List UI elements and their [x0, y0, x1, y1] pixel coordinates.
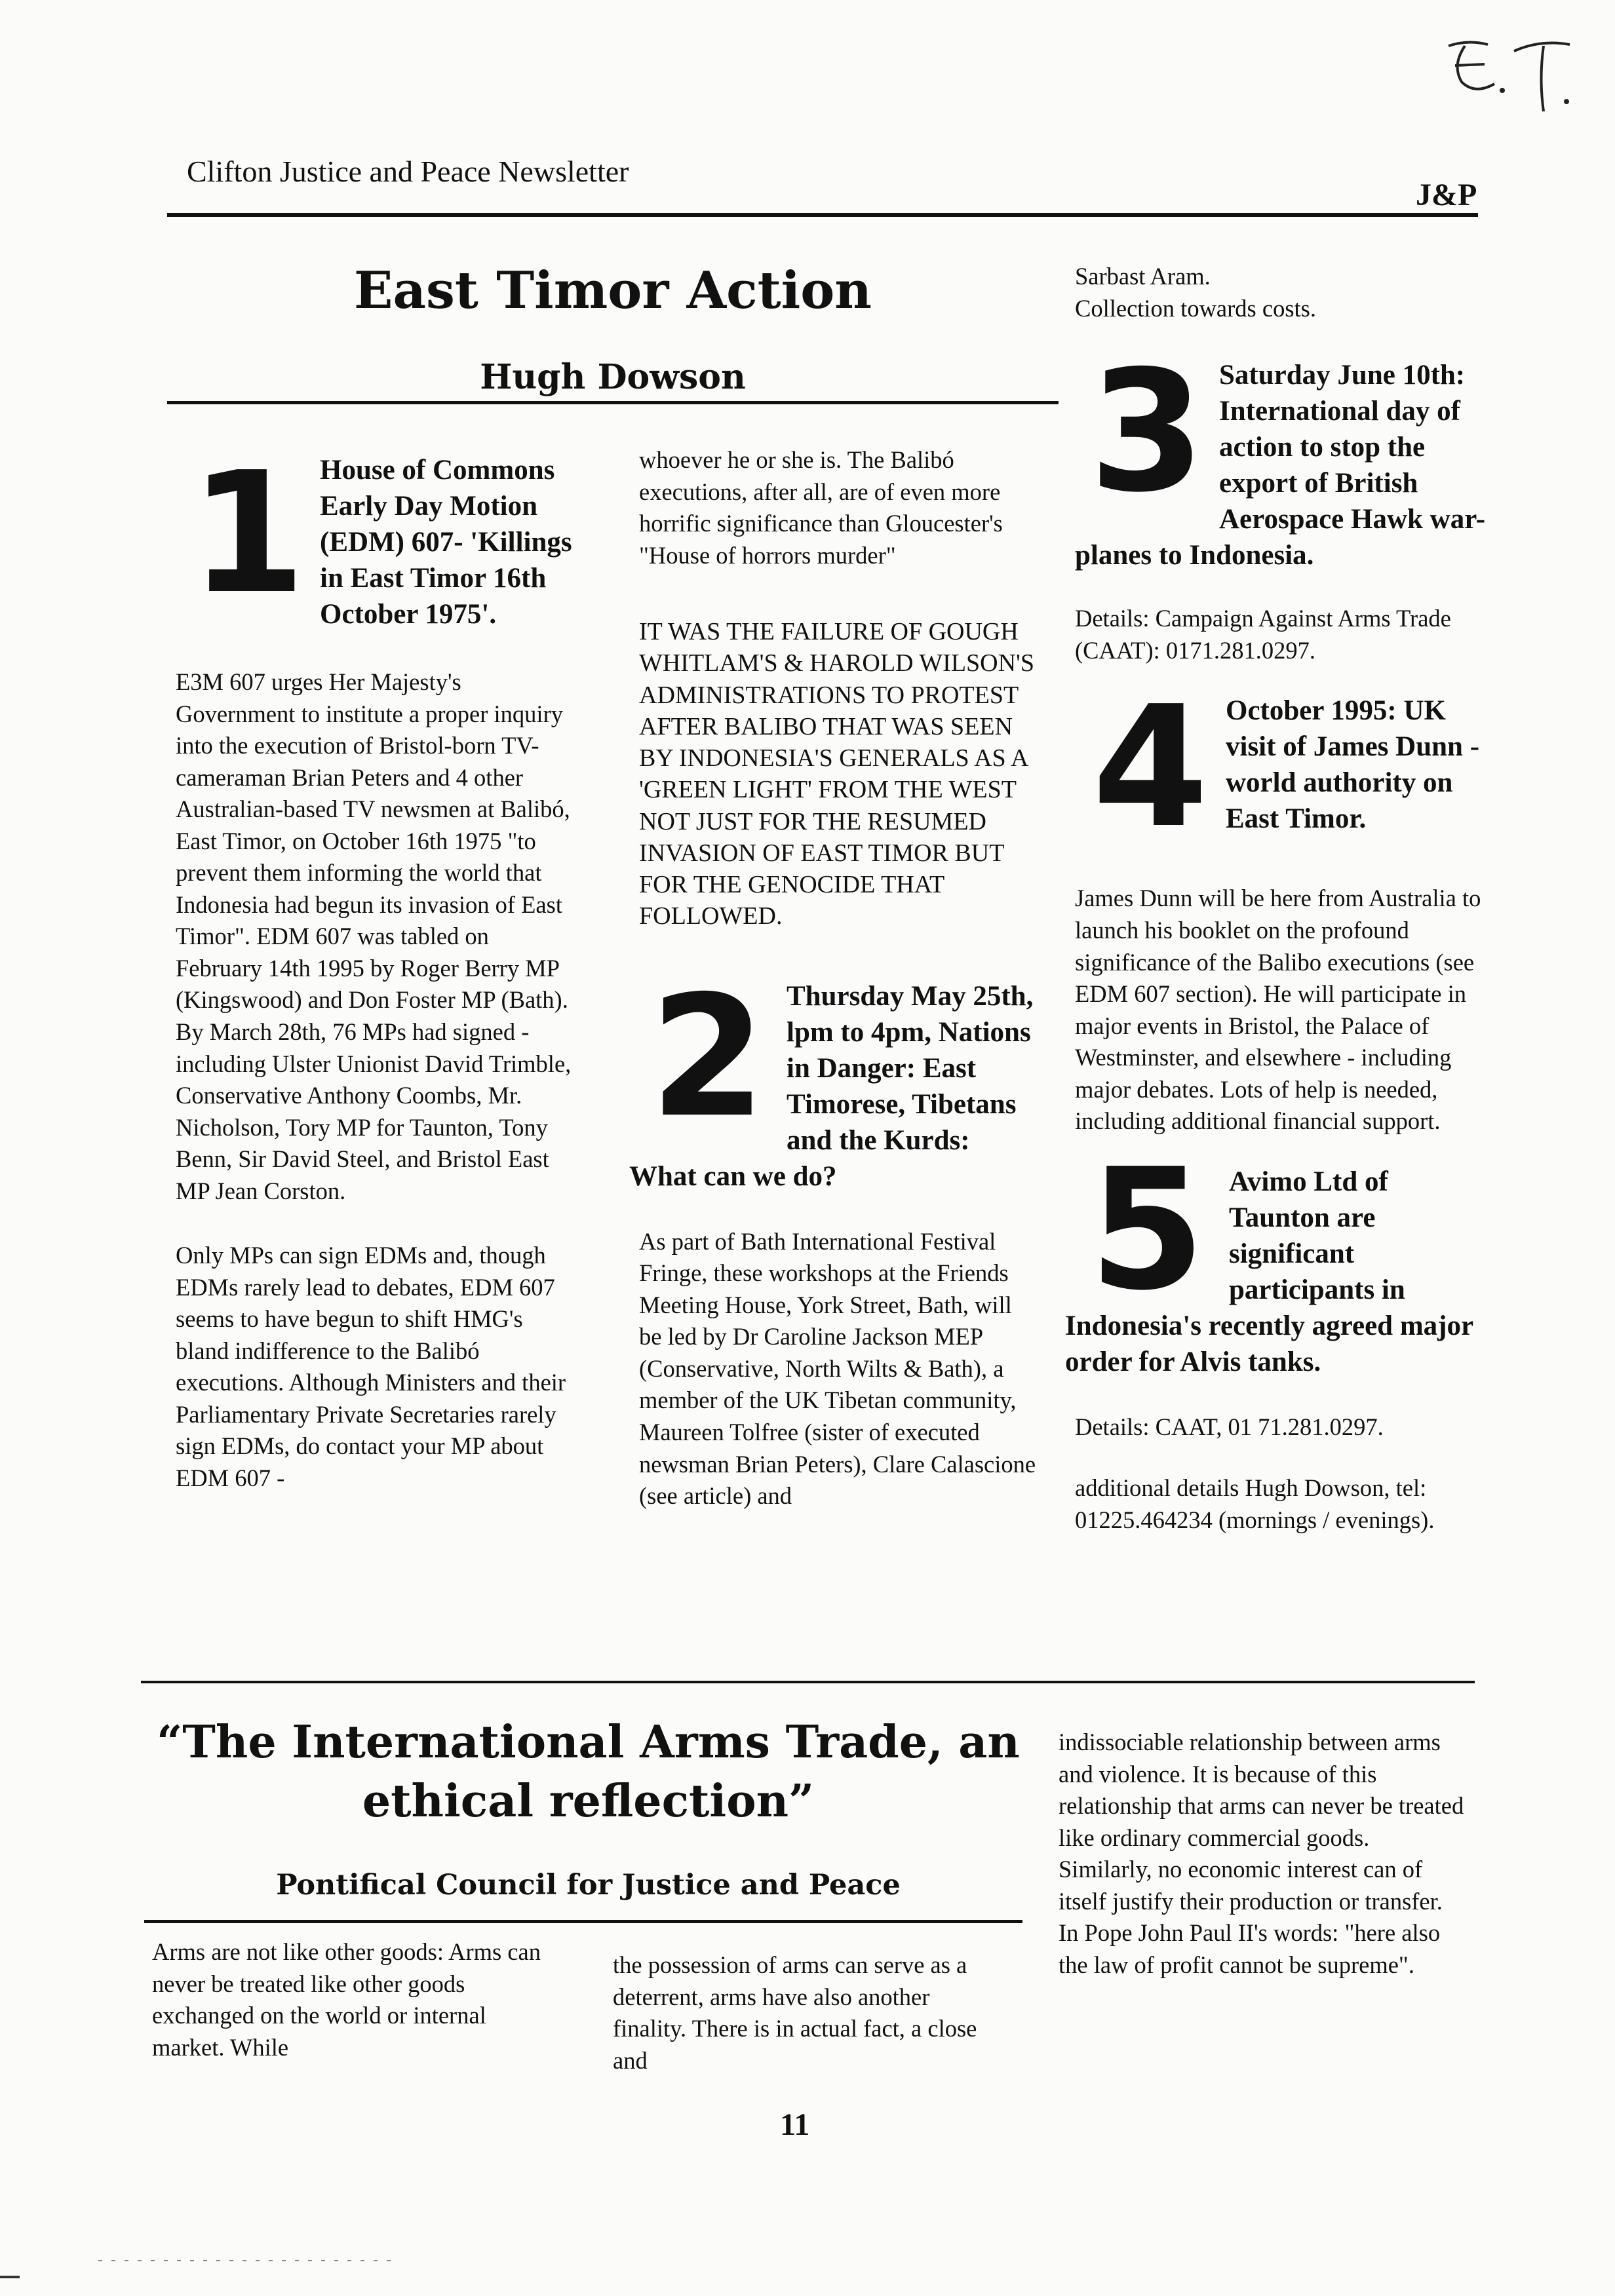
- item-1-heading-block: [176, 436, 579, 632]
- page-number: 11: [780, 2107, 810, 2142]
- article-author: Hugh Dowson: [480, 357, 746, 397]
- section-rule: [141, 1681, 1475, 1683]
- article-2-title: “The International Arms Trade, an ethical reflection”: [157, 1716, 1020, 1827]
- item-4-heading: October 1995: UK visit of James Dunn - world authority on East Timor.: [1226, 695, 1480, 835]
- article-2-column-2: the possession of arms can serve as a deterrent, arms have also another finality. There is in actual fact, a close and: [613, 1951, 977, 2074]
- item-4-number: 4: [1092, 670, 1209, 866]
- item-1-caps-statement: IT WAS THE FAILURE OF GOUGH WHITLAM'S & HAROLD WILSON'S ADMINISTRATIONS TO PROTEST AFTER BALIBO THAT WAS SEEN BY INDONESIA'S GENERALS AS A 'GREEN LIGHT' FROM THE WEST NOT JUST FOR THE RESUMED INVASION OF EAST TIMOR BUT FOR THE GENOCIDE THAT FOLLOWED.: [639, 618, 1035, 930]
- item-1-paragraph-3: whoever he or she is. The Balibó executions, after all, are of even more horrific significance than Gloucester's "House of horrors murder": [639, 446, 1003, 569]
- item-2-continued: Sarbast Aram. Collection towards costs.: [1075, 263, 1316, 322]
- item-5-heading-block: [1065, 1132, 1494, 1380]
- newsletter-logo: J&P: [1416, 178, 1477, 212]
- item-3-heading: Saturday June 10th: International day of action to stop the export of British Aerospace Hawk war-planes to Indonesia.: [1075, 360, 1486, 571]
- scan-artifact: [0, 2254, 406, 2280]
- article-title: East Timor Action: [354, 261, 872, 320]
- item-3-body: Details: Campaign Against Arms Trade (CAAT): 0171.281.0297.: [1075, 605, 1451, 664]
- item-5-body: Details: CAAT, 01 71.281.0297.: [1075, 1413, 1384, 1440]
- item-3-number: 3: [1089, 335, 1205, 530]
- item-5-number: 5: [1089, 1132, 1205, 1328]
- item-1-paragraph-2: Only MPs can sign EDMs and, though EDMs rarely lead to debates, EDM 607 seems to have begun to shift HMG's bland indifference to the Balibó executions. Although Ministers and their Parliamentary Private Secretaries rarely sign EDMs, do contact your MP about EDM 607 -: [176, 1242, 566, 1491]
- item-5-heading: Avimo Ltd of Taunton are significant participants in Indonesia's recently agreed major order for Alvis tanks.: [1065, 1166, 1473, 1377]
- column-2: [629, 444, 1039, 1545]
- column-3: [1065, 261, 1494, 1569]
- item-2-heading: Thursday May 25th, lpm to 4pm, Nations in Danger: East Timorese, Tibetans and the Kurds: What can we do?: [629, 980, 1034, 1192]
- article-2-author: Pontifical Council for Justice and Peace: [276, 1869, 901, 1902]
- article-2-column-3: indissociable relationship between arms and violence. It is because of this relationship that arms can never be treated like ordinary commercial goods. Similarly, no economic interest can of itself justify their production or transfer. In Pope John Paul II's words: "here also the law of profit cannot be supreme".: [1059, 1729, 1464, 1978]
- article-2-title-rule: [144, 1920, 1022, 1923]
- column-1: [176, 436, 579, 1527]
- item-3-heading-block: [1075, 335, 1494, 573]
- handwritten-initials: [1429, 20, 1586, 118]
- newsletter-title: Clifton Justice and Peace Newsletter: [187, 155, 629, 188]
- item-4-heading-block: [1075, 670, 1494, 866]
- header-rule: [167, 213, 1478, 217]
- item-1-number: 1: [189, 436, 306, 631]
- title-rule: [167, 401, 1059, 404]
- item-4-body: James Dunn will be here from Australia to launch his booklet on the profound significance of the Balibo executions (see EDM 607 section). He will participate in major events in Bristol, the Palace of Westminster, and elsewhere - including major debates. Lots of help is needed, including additional financial support.: [1075, 885, 1481, 1135]
- item-1-heading: House of Commons Early Day Motion (EDM) 607- 'Killings in East Timor 16th October 1975'.: [320, 455, 572, 630]
- item-5-extra: additional details Hugh Dowson, tel: 01225.464234 (mornings / evenings).: [1075, 1474, 1435, 1533]
- item-2-number: 2: [650, 959, 766, 1155]
- item-1-paragraph-1: E3M 607 urges Her Majesty's Government to institute a proper inquiry into the execution of Bristol-born TV-cameraman Brian Peters and 4 other Australian-based TV newsmen at Balibó, East Timor, on October 16th 1975 "to prevent them informing the world that Indonesia had begun its invasion of East Timor". EDM 607 was tabled on February 14th 1995 by Roger Berry MP (Kingswood) and Don Foster MP (Bath). By March 28th, 76 MPs had signed - including Ulster Unionist David Trimble, Conservative Anthony Coombs, Mr. Nicholson, Tory MP for Taunton, Tony Benn, Sir David Steel, and Bristol East MP Jean Corston.: [176, 668, 572, 1204]
- article-2-column-1: Arms are not like other goods: Arms can never be treated like other goods exchanged on the world or internal market. While: [152, 1938, 541, 2061]
- item-2-body: As part of Bath International Festival Fringe, these workshops at the Friends Meeting House, York Street, Bath, will be led by Dr Caroline Jackson MEP (Conservative, North Wilts & Bath), a member of the UK Tibetan community, Maureen Tolfree (sister of executed newsman Brian Peters), Clare Calascione (see article) and: [639, 1227, 1036, 1510]
- item-2-heading-block: [629, 959, 1039, 1195]
